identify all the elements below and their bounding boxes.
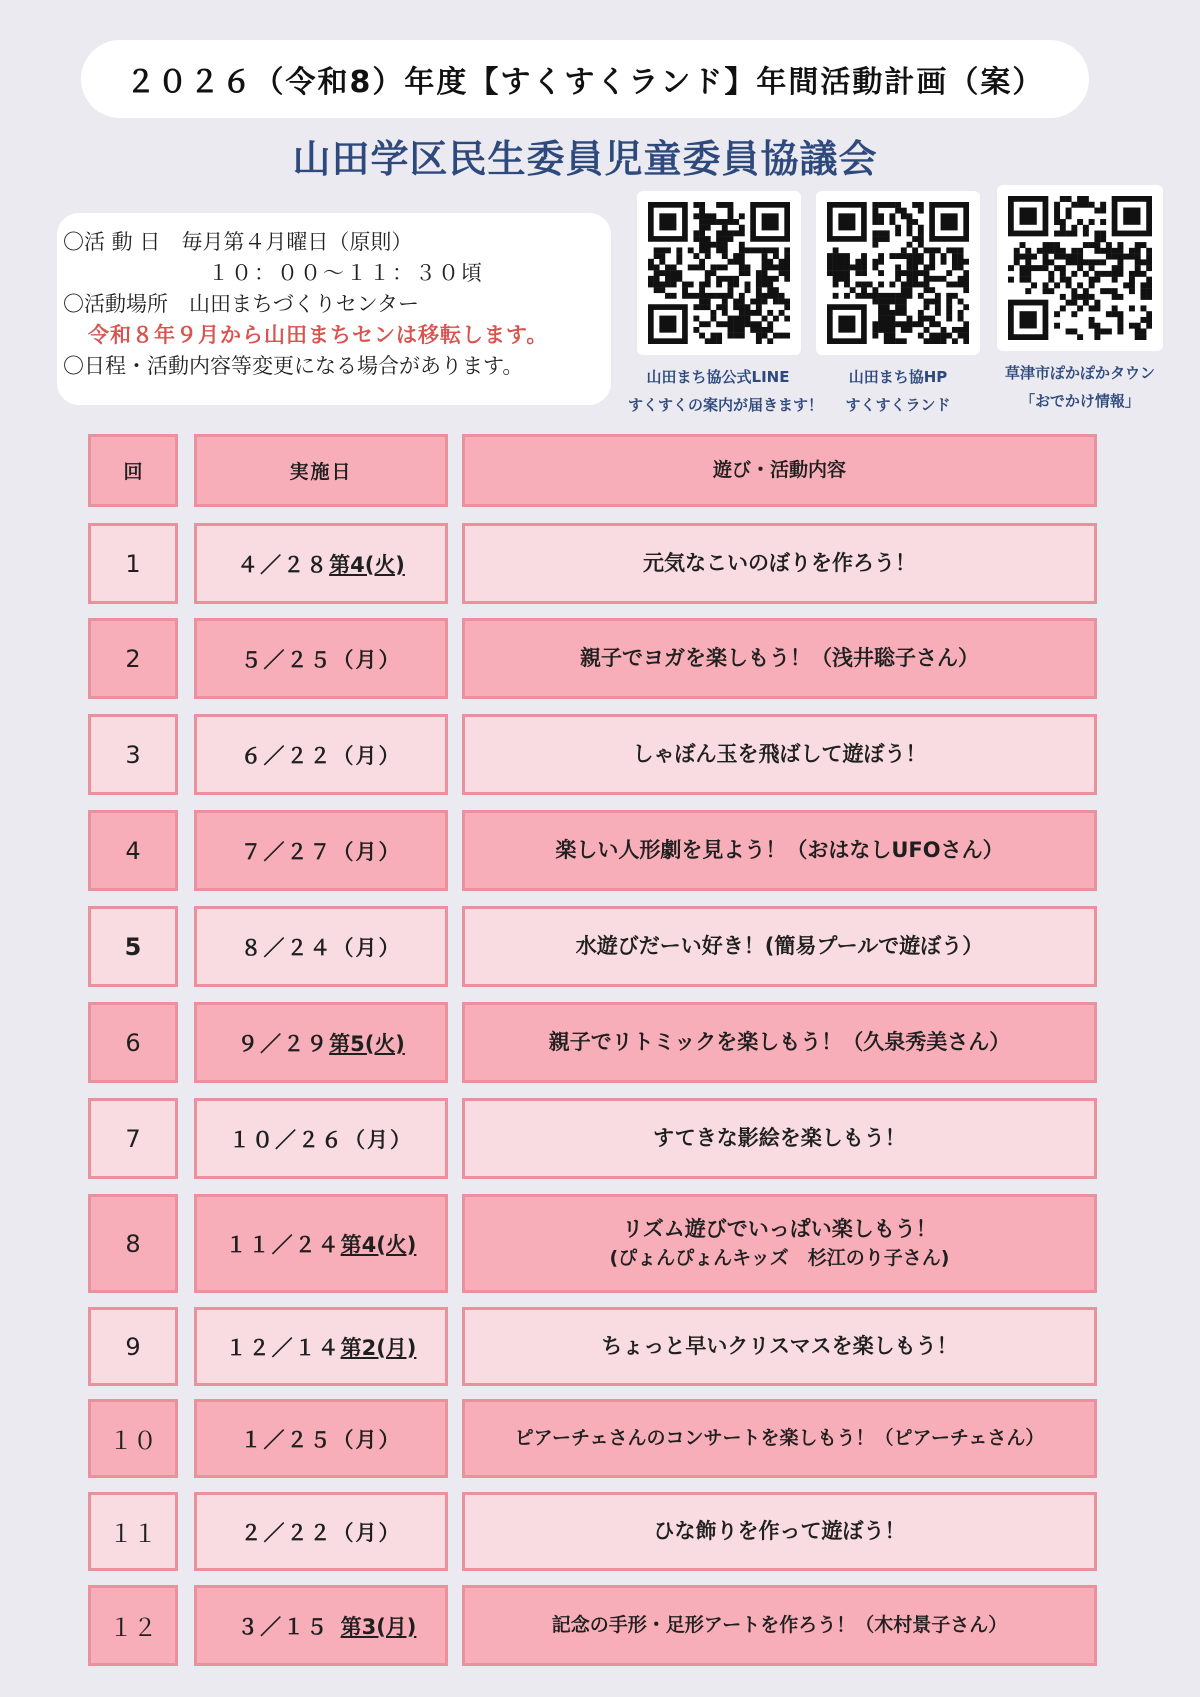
row-number (88, 1585, 178, 1666)
activity-time: １０：００～１１：３０頃 (208, 261, 484, 285)
row-number-text: １１ (109, 1520, 157, 1548)
date-text: １１／２４ (225, 1232, 341, 1257)
activity-text: ちょっと早いクリスマスを楽しもう！ (601, 1334, 958, 1358)
row-number (88, 810, 178, 891)
row-number (88, 618, 178, 699)
row-date (194, 523, 448, 604)
qr-pokapoka[interactable] (990, 185, 1170, 415)
activity-text: 親子でヨガを楽しもう！（浅井聡子さん） (580, 646, 979, 670)
weekday-note: 第2(月) (340, 1335, 417, 1360)
activity-place: 〇活動場所 山田まちづくりセンター (63, 292, 419, 316)
date-text: １０／２６（月） (229, 1127, 413, 1152)
organization-name: 山田学区民生委員児童委員協議会 (292, 137, 878, 181)
qr-caption: 山田まち協公式LINE (646, 368, 790, 386)
date-text: ３／１５ (237, 1614, 353, 1639)
row-number (88, 906, 178, 987)
row-activity (462, 1492, 1097, 1571)
date-text: １２／１４ (225, 1335, 341, 1360)
change-notice: 〇日程・活動内容等変更になる場合があります。 (63, 354, 524, 378)
row-activity (462, 1307, 1097, 1386)
activity-day: 〇活 動 日 毎月第４月曜日（原則） (63, 230, 413, 254)
date-text: ４／２８ (237, 552, 330, 577)
qr-hp[interactable] (808, 191, 988, 419)
qr-caption: すくすくの案内が届きます！ (628, 396, 824, 414)
date-text: ２／２２（月） (240, 1520, 402, 1545)
row-number (88, 1002, 178, 1083)
row-number-text: 9 (125, 1332, 141, 1361)
row-number-text: 2 (125, 644, 141, 673)
row-activity (462, 906, 1097, 987)
row-date (194, 714, 448, 795)
row-number (88, 1194, 178, 1293)
row-activity (462, 618, 1097, 699)
row-date (194, 618, 448, 699)
relocation-notice: 令和８年９月から山田まちセンは移転します。 (88, 323, 549, 347)
activity-text: 水遊びだーい好き！(簡易プールで遊ぼう） (575, 934, 984, 958)
row-activity (462, 714, 1097, 795)
weekday-note: 第5(火) (329, 1031, 405, 1056)
weekday-note: 第4(火) (340, 1232, 417, 1257)
weekday-note: 第3(月) (340, 1614, 417, 1639)
date-text: ９／２９ (237, 1031, 330, 1056)
row-number (88, 523, 178, 604)
qr-caption: すくすくランド (845, 396, 951, 414)
row-number (88, 1098, 178, 1179)
row-date (194, 810, 448, 891)
row-activity (462, 1194, 1097, 1293)
row-number (88, 1307, 178, 1386)
row-date (194, 1492, 448, 1571)
row-activity (462, 1002, 1097, 1083)
row-date (194, 1098, 448, 1179)
header-activity: 遊び・活動内容 (462, 434, 1097, 507)
activity-text: しゃぼん玉を飛ばして遊ぼう！ (632, 742, 927, 766)
qr-caption: 草津市ぽかぽかタウン (1004, 364, 1155, 382)
activity-text: リズム遊びでいっぱい楽しもう！ (622, 1216, 937, 1241)
row-number-text: 8 (125, 1229, 141, 1258)
row-date (194, 1399, 448, 1478)
row-activity (462, 523, 1097, 604)
activity-text: ひな飾りを作って遊ぼう！ (653, 1519, 906, 1543)
row-activity (462, 1585, 1097, 1666)
row-date (194, 1194, 448, 1293)
date-text: ７／２７（月） (240, 839, 402, 864)
row-date (194, 906, 448, 987)
row-number-text: 7 (125, 1124, 141, 1153)
page-title: ２０２６（令和8）年度【すくすくランド】年間活動計画（案） (81, 40, 1089, 118)
qr-caption: 「おでかけ情報」 (1020, 392, 1140, 410)
row-number-text: 4 (125, 836, 141, 865)
row-date (194, 1585, 448, 1666)
header-date: 実施日 (194, 434, 448, 507)
activity-subtext: (ぴょんぴょんキッズ 杉江のり子さん) (609, 1246, 950, 1269)
qr-line[interactable] (628, 191, 824, 419)
qr-code-icon (1008, 196, 1152, 340)
row-activity (462, 1399, 1097, 1478)
row-activity (462, 810, 1097, 891)
row-number-text: １０ (109, 1427, 157, 1455)
activity-text: すてきな影絵を楽しもう！ (653, 1126, 906, 1150)
row-number-text: 1 (125, 549, 141, 578)
weekday-note: 第4(火) (329, 552, 405, 577)
row-date (194, 1307, 448, 1386)
info-box (57, 213, 611, 405)
date-text: ８／２４（月） (240, 935, 402, 960)
row-number (88, 1492, 178, 1571)
qr-code-icon (827, 202, 969, 344)
row-number-text: 5 (124, 932, 142, 961)
qr-caption: 山田まち協HP (848, 368, 948, 386)
activity-text: 記念の手形・足形アートを作ろう！（木村景子さん） (551, 1614, 1008, 1636)
row-date (194, 1002, 448, 1083)
row-number (88, 714, 178, 795)
date-text: １／２５（月） (240, 1427, 402, 1452)
row-number-text: 3 (125, 740, 141, 769)
activity-text: ピアーチェさんのコンサートを楽しもう！（ピアーチェさん） (514, 1427, 1045, 1449)
activity-text: 親子でリトミックを楽しもう！（久泉秀美さん） (548, 1030, 1011, 1054)
activity-text: 楽しい人形劇を見よう！（おはなしUFOさん） (555, 838, 1004, 862)
row-number (88, 1399, 178, 1478)
row-activity (462, 1098, 1097, 1179)
qr-code-icon (648, 202, 790, 344)
row-number-text: 6 (125, 1028, 141, 1057)
activity-text: 元気なこいのぼりを作ろう！ (643, 551, 916, 575)
date-text: ６／２２（月） (240, 743, 402, 768)
date-text: ５／２５（月） (240, 647, 402, 672)
header-num: 回 (88, 434, 178, 507)
row-number-text: １２ (109, 1614, 157, 1642)
